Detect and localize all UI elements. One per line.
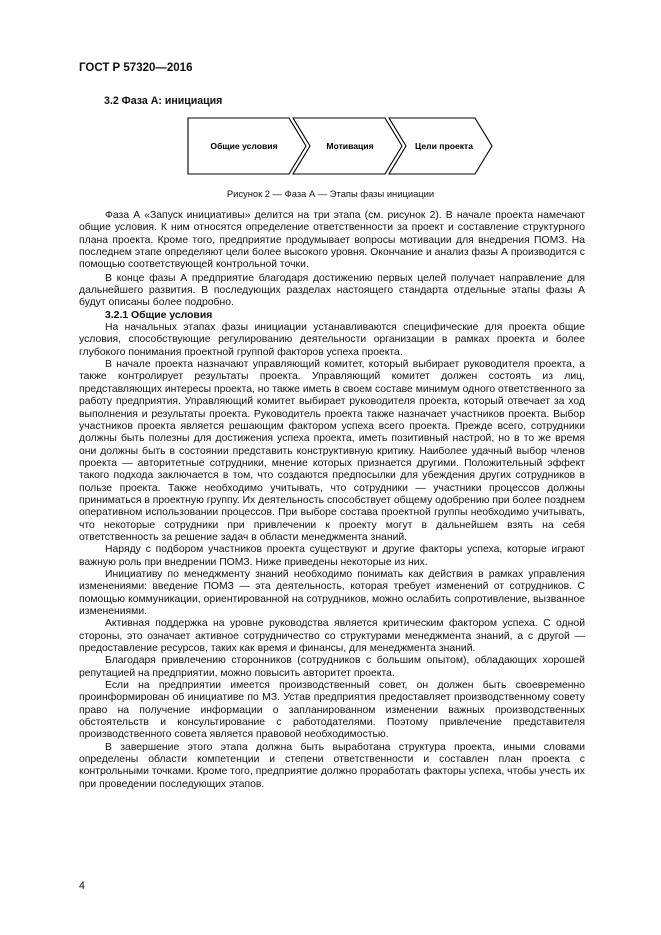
section-title: 3.2 Фаза А: инициация (104, 95, 223, 107)
phase-diagram (187, 117, 493, 182)
paragraph: Фаза А «Запуск инициативы» делится на три этапа (см. рисунок 2). В начале проекта намечают общие условия. К ним относятся определение ответственности за проект и составление структурного плана проекта. Кроме того, предприятие продумывает вопросы мотивации для внедрения ПОМЗ. На последнем этапе определяют цели более высокого уровня. Окончание и анализ фазы А производится с помощью соответствующей контрольной точки. (79, 210, 585, 271)
paragraph: В начале проекта назначают управляющий комитет, который выбирает руководителя проекта, а также контролирует результаты проекта. Управляющий комитет должен состоять из лиц, представляющих интересы проекта, но также иметь в своем составе минимум одного ответственного за работу предприятия. Управляющий комитет выбирает руководителя проекта, который отвечает за ход выполнения и результаты проекта. Руководитель проекта также назначает участников проекта. Выбор участников проекта является решающим фактором успеха всего проекта. Прежде всего, сотрудники должны быть полезны для достижения успеха проекта, иметь позитивный настрой, но в то же время они должны быть в состоянии представить конструктивную критику. Наиболее удачный выбор членов проекта — авторитетные сотрудники, мнение которых признается другими. Положительный эффект такого подхода заключается в том, что создаются предпосылки для убеждения других сотрудников в пользе проекта. Также необходимо учитывать, что сотрудники — участники процессов должны приниматься в проектную группу. Их деятельность способствует общему одобрению при более позднем оперативном использовании процессов. При выборе состава проектной группы необходимо учитывать, что некоторые сотрудники при привлечении к проекту могут в дальнейшем взять на себя ответственность за решение задач в области менеджмента знаний. (79, 359, 585, 543)
figure-caption: Рисунок 2 — Фаза А — Этапы фазы инициации (226, 188, 435, 199)
body-text (79, 210, 585, 791)
step-label-3: Цели проекта (414, 141, 474, 151)
step-label-1: Общие условия (210, 141, 278, 151)
phase-diagram-svg (187, 117, 493, 177)
paragraph: Активная поддержка на уровне руководства является критическим фактором успеха. С одной стороны, это означает активное сотрудничество со структурами менеджмента знаний, а с другой — предоставление ресурсов, таких как время и финансы, для менеджмента знаний. (79, 618, 585, 655)
paragraph: Наряду с подбором участников проекта существуют и другие факторы успеха, которые играют важную роль при внедрении ПОМЗ. Ниже приведены некоторые из них. (79, 544, 585, 568)
paragraph: В завершение этого этапа должна быть выработана структура проекта, иными словами определены области компетенции и степени ответственности и составлен план проекта с контрольными точками. Кроме того, предприятие должно проработать факторы успеха, чтобы учесть их при проведении последующих этапов. (79, 741, 585, 790)
paragraph: На начальных этапах фазы инициации устанавливаются специфические для проекта общие условия, способствующие регулированию деятельности организации в рамках проекта и более глубокого понимания проектной группой факторов успеха проекта. (79, 322, 585, 358)
page-number: 4 (79, 880, 85, 892)
subsection-title: 3.2.1 Общие условия (105, 309, 213, 321)
paragraph: В конце фазы А предприятие благодаря достижению первых целей получает направление для дальнейшего развития. В последующих разделах настоящего стандарта отдельные этапы фазы А будут описаны более подробно. (79, 272, 585, 309)
paragraph: Инициативу по менеджменту знаний необходимо понимать как действия в рамках управления изменениями: введение ПОМЗ — эта деятельность, которая требует изменений от сотрудников. С помощью коммуникации, ориентированной на сотрудников, можно ослабить сопротивление, вызванное изменениями. (79, 568, 585, 617)
paragraph: Благодаря привлечению сторонников (сотрудников с большим опытом), обладающих хорошей репутацией на предприятии, можно повысить авторитет проекта. (79, 655, 585, 679)
paragraph: Если на предприятии имеется производственный совет, он должен быть своевременно проинформирован об инициативе по МЗ. Устав предприятия предоставляет производственному совету право на получение информации о запланированном изменении важных производственных обстоятельств и консультирование с работодателями. Поэтому привлечение представителя производственного совета является правовой необходимостью. (79, 680, 585, 741)
step-label-2: Мотивация (326, 141, 374, 151)
document-header: ГОСТ Р 57320—2016 (79, 62, 193, 74)
